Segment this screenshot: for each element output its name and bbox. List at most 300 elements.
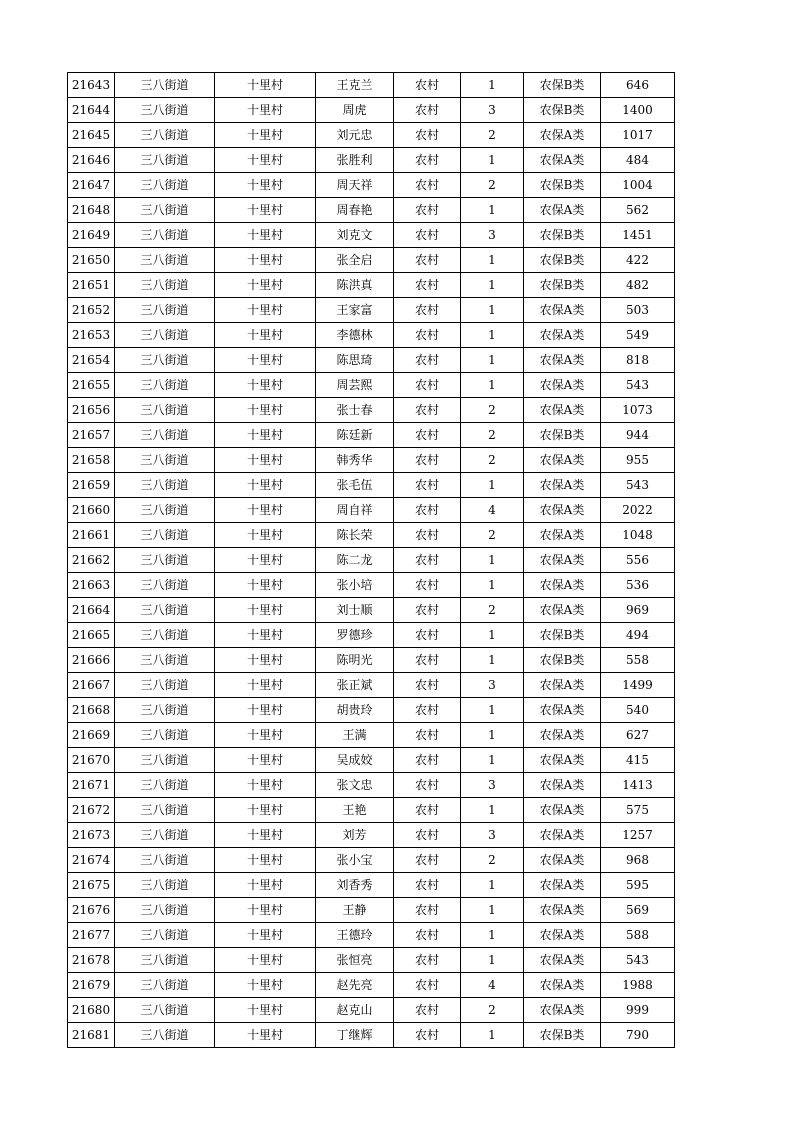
record-id-cell: 21675	[68, 873, 115, 898]
insurance-category-cell: 农保A类	[524, 723, 601, 748]
record-id-cell: 21672	[68, 798, 115, 823]
insurance-category-cell: 农保A类	[524, 373, 601, 398]
street-cell: 三八街道	[115, 848, 215, 873]
table-body	[68, 73, 675, 1048]
table-row	[68, 923, 675, 948]
insurance-category-cell: 农保A类	[524, 398, 601, 423]
insurance-category-cell: 农保A类	[524, 923, 601, 948]
village-cell: 十里村	[215, 273, 316, 298]
record-id-cell: 21657	[68, 423, 115, 448]
amount-cell: 627	[601, 723, 675, 748]
table-row	[68, 248, 675, 273]
table-row	[68, 273, 675, 298]
village-cell: 十里村	[215, 748, 316, 773]
household-type-cell: 农村	[394, 148, 461, 173]
household-type-cell: 农村	[394, 823, 461, 848]
table-row	[68, 298, 675, 323]
amount-cell: 422	[601, 248, 675, 273]
street-cell: 三八街道	[115, 198, 215, 223]
insurance-category-cell: 农保B类	[524, 223, 601, 248]
street-cell: 三八街道	[115, 398, 215, 423]
member-count-cell: 1	[461, 948, 524, 973]
table-row	[68, 773, 675, 798]
name-cell: 胡贵玲	[316, 698, 394, 723]
household-type-cell: 农村	[394, 873, 461, 898]
table-row	[68, 198, 675, 223]
member-count-cell: 1	[461, 248, 524, 273]
insurance-category-cell: 农保A类	[524, 973, 601, 998]
record-id-cell: 21655	[68, 373, 115, 398]
member-count-cell: 1	[461, 298, 524, 323]
village-cell: 十里村	[215, 248, 316, 273]
insurance-category-cell: 农保A类	[524, 498, 601, 523]
insurance-category-cell: 农保A类	[524, 348, 601, 373]
village-cell: 十里村	[215, 848, 316, 873]
insurance-category-cell: 农保A类	[524, 673, 601, 698]
street-cell: 三八街道	[115, 873, 215, 898]
name-cell: 张正斌	[316, 673, 394, 698]
name-cell: 张恒亮	[316, 948, 394, 973]
insurance-category-cell: 农保A类	[524, 998, 601, 1023]
record-id-cell: 21651	[68, 273, 115, 298]
household-type-cell: 农村	[394, 548, 461, 573]
amount-cell: 503	[601, 298, 675, 323]
village-cell: 十里村	[215, 548, 316, 573]
member-count-cell: 1	[461, 73, 524, 98]
name-cell: 张胜利	[316, 148, 394, 173]
village-cell: 十里村	[215, 723, 316, 748]
street-cell: 三八街道	[115, 773, 215, 798]
member-count-cell: 1	[461, 923, 524, 948]
data-table	[67, 72, 675, 1048]
table-row	[68, 73, 675, 98]
table-row	[68, 148, 675, 173]
village-cell: 十里村	[215, 123, 316, 148]
name-cell: 刘芳	[316, 823, 394, 848]
record-id-cell: 21662	[68, 548, 115, 573]
amount-cell: 543	[601, 473, 675, 498]
street-cell: 三八街道	[115, 898, 215, 923]
member-count-cell: 1	[461, 273, 524, 298]
insurance-category-cell: 农保A类	[524, 898, 601, 923]
table-row	[68, 673, 675, 698]
member-count-cell: 2	[461, 523, 524, 548]
amount-cell: 968	[601, 848, 675, 873]
member-count-cell: 4	[461, 973, 524, 998]
household-type-cell: 农村	[394, 673, 461, 698]
table-row	[68, 1023, 675, 1048]
street-cell: 三八街道	[115, 523, 215, 548]
village-cell: 十里村	[215, 98, 316, 123]
name-cell: 王艳	[316, 798, 394, 823]
name-cell: 韩秀华	[316, 448, 394, 473]
household-type-cell: 农村	[394, 598, 461, 623]
name-cell: 丁继辉	[316, 1023, 394, 1048]
table-row	[68, 948, 675, 973]
household-type-cell: 农村	[394, 748, 461, 773]
household-type-cell: 农村	[394, 198, 461, 223]
household-type-cell: 农村	[394, 1023, 461, 1048]
table-row	[68, 623, 675, 648]
village-cell: 十里村	[215, 223, 316, 248]
name-cell: 刘元忠	[316, 123, 394, 148]
village-cell: 十里村	[215, 998, 316, 1023]
record-id-cell: 21679	[68, 973, 115, 998]
village-cell: 十里村	[215, 673, 316, 698]
amount-cell: 484	[601, 148, 675, 173]
member-count-cell: 3	[461, 673, 524, 698]
name-cell: 王家富	[316, 298, 394, 323]
name-cell: 周春艳	[316, 198, 394, 223]
record-id-cell: 21680	[68, 998, 115, 1023]
amount-cell: 1048	[601, 523, 675, 548]
insurance-category-cell: 农保A类	[524, 323, 601, 348]
member-count-cell: 1	[461, 348, 524, 373]
member-count-cell: 1	[461, 148, 524, 173]
table-row	[68, 398, 675, 423]
record-id-cell: 21645	[68, 123, 115, 148]
insurance-category-cell: 农保B类	[524, 73, 601, 98]
table-row	[68, 898, 675, 923]
insurance-category-cell: 农保A类	[524, 873, 601, 898]
amount-cell: 1413	[601, 773, 675, 798]
street-cell: 三八街道	[115, 423, 215, 448]
table-row	[68, 598, 675, 623]
amount-cell: 955	[601, 448, 675, 473]
insurance-category-cell: 农保A类	[524, 573, 601, 598]
member-count-cell: 3	[461, 823, 524, 848]
record-id-cell: 21663	[68, 573, 115, 598]
household-type-cell: 农村	[394, 523, 461, 548]
household-type-cell: 农村	[394, 898, 461, 923]
record-id-cell: 21676	[68, 898, 115, 923]
table-row	[68, 448, 675, 473]
amount-cell: 543	[601, 373, 675, 398]
table-row	[68, 173, 675, 198]
table-row	[68, 573, 675, 598]
insurance-category-cell: 农保A类	[524, 473, 601, 498]
table-row	[68, 98, 675, 123]
household-type-cell: 农村	[394, 698, 461, 723]
table-row	[68, 873, 675, 898]
street-cell: 三八街道	[115, 248, 215, 273]
member-count-cell: 2	[461, 173, 524, 198]
amount-cell: 999	[601, 998, 675, 1023]
amount-cell: 558	[601, 648, 675, 673]
name-cell: 陈明光	[316, 648, 394, 673]
member-count-cell: 1	[461, 473, 524, 498]
record-id-cell: 21673	[68, 823, 115, 848]
member-count-cell: 3	[461, 773, 524, 798]
insurance-category-cell: 农保A类	[524, 598, 601, 623]
record-id-cell: 21658	[68, 448, 115, 473]
insurance-category-cell: 农保A类	[524, 123, 601, 148]
table-row	[68, 523, 675, 548]
member-count-cell: 4	[461, 498, 524, 523]
amount-cell: 575	[601, 798, 675, 823]
household-type-cell: 农村	[394, 648, 461, 673]
member-count-cell: 1	[461, 723, 524, 748]
street-cell: 三八街道	[115, 548, 215, 573]
name-cell: 张士春	[316, 398, 394, 423]
name-cell: 王德玲	[316, 923, 394, 948]
name-cell: 张毛伍	[316, 473, 394, 498]
village-cell: 十里村	[215, 373, 316, 398]
insurance-category-cell: 农保A类	[524, 548, 601, 573]
table-row	[68, 748, 675, 773]
name-cell: 赵先亮	[316, 973, 394, 998]
name-cell: 陈长荣	[316, 523, 394, 548]
record-id-cell: 21661	[68, 523, 115, 548]
amount-cell: 1017	[601, 123, 675, 148]
street-cell: 三八街道	[115, 123, 215, 148]
street-cell: 三八街道	[115, 273, 215, 298]
record-id-cell: 21664	[68, 598, 115, 623]
insurance-category-cell: 农保A类	[524, 848, 601, 873]
amount-cell: 2022	[601, 498, 675, 523]
record-id-cell: 21649	[68, 223, 115, 248]
name-cell: 周芸熙	[316, 373, 394, 398]
street-cell: 三八街道	[115, 998, 215, 1023]
member-count-cell: 1	[461, 898, 524, 923]
table-row	[68, 723, 675, 748]
street-cell: 三八街道	[115, 223, 215, 248]
insurance-category-cell: 农保A类	[524, 698, 601, 723]
insurance-category-cell: 农保A类	[524, 773, 601, 798]
amount-cell: 569	[601, 898, 675, 923]
household-type-cell: 农村	[394, 973, 461, 998]
village-cell: 十里村	[215, 873, 316, 898]
household-type-cell: 农村	[394, 348, 461, 373]
insurance-category-cell: 农保B类	[524, 98, 601, 123]
street-cell: 三八街道	[115, 573, 215, 598]
village-cell: 十里村	[215, 198, 316, 223]
amount-cell: 1004	[601, 173, 675, 198]
amount-cell: 482	[601, 273, 675, 298]
record-id-cell: 21674	[68, 848, 115, 873]
village-cell: 十里村	[215, 523, 316, 548]
table-row	[68, 548, 675, 573]
village-cell: 十里村	[215, 498, 316, 523]
record-id-cell: 21648	[68, 198, 115, 223]
table-row	[68, 348, 675, 373]
insurance-category-cell: 农保B类	[524, 273, 601, 298]
insurance-category-cell: 农保A类	[524, 798, 601, 823]
street-cell: 三八街道	[115, 148, 215, 173]
amount-cell: 1073	[601, 398, 675, 423]
insurance-category-cell: 农保A类	[524, 948, 601, 973]
insurance-category-cell: 农保B类	[524, 1023, 601, 1048]
street-cell: 三八街道	[115, 373, 215, 398]
household-type-cell: 农村	[394, 498, 461, 523]
street-cell: 三八街道	[115, 298, 215, 323]
village-cell: 十里村	[215, 948, 316, 973]
member-count-cell: 2	[461, 123, 524, 148]
street-cell: 三八街道	[115, 1023, 215, 1048]
household-type-cell: 农村	[394, 298, 461, 323]
amount-cell: 1257	[601, 823, 675, 848]
member-count-cell: 1	[461, 373, 524, 398]
street-cell: 三八街道	[115, 323, 215, 348]
table-row	[68, 473, 675, 498]
member-count-cell: 1	[461, 623, 524, 648]
village-cell: 十里村	[215, 648, 316, 673]
member-count-cell: 3	[461, 98, 524, 123]
street-cell: 三八街道	[115, 748, 215, 773]
record-id-cell: 21671	[68, 773, 115, 798]
insurance-category-cell: 农保B类	[524, 173, 601, 198]
household-type-cell: 农村	[394, 98, 461, 123]
name-cell: 张小培	[316, 573, 394, 598]
village-cell: 十里村	[215, 473, 316, 498]
insurance-category-cell: 农保A类	[524, 198, 601, 223]
member-count-cell: 2	[461, 398, 524, 423]
member-count-cell: 1	[461, 698, 524, 723]
name-cell: 陈二龙	[316, 548, 394, 573]
record-id-cell: 21647	[68, 173, 115, 198]
insurance-category-cell: 农保A类	[524, 523, 601, 548]
member-count-cell: 1	[461, 748, 524, 773]
amount-cell: 818	[601, 348, 675, 373]
village-cell: 十里村	[215, 173, 316, 198]
table-row	[68, 998, 675, 1023]
name-cell: 陈洪真	[316, 273, 394, 298]
name-cell: 刘士顺	[316, 598, 394, 623]
name-cell: 刘香秀	[316, 873, 394, 898]
record-id-cell: 21646	[68, 148, 115, 173]
amount-cell: 969	[601, 598, 675, 623]
amount-cell: 790	[601, 1023, 675, 1048]
street-cell: 三八街道	[115, 798, 215, 823]
household-type-cell: 农村	[394, 323, 461, 348]
amount-cell: 595	[601, 873, 675, 898]
insurance-category-cell: 农保B类	[524, 248, 601, 273]
record-id-cell: 21667	[68, 673, 115, 698]
household-type-cell: 农村	[394, 73, 461, 98]
village-cell: 十里村	[215, 798, 316, 823]
village-cell: 十里村	[215, 1023, 316, 1048]
street-cell: 三八街道	[115, 73, 215, 98]
street-cell: 三八街道	[115, 948, 215, 973]
name-cell: 张文忠	[316, 773, 394, 798]
household-type-cell: 农村	[394, 623, 461, 648]
table-row	[68, 823, 675, 848]
name-cell: 陈廷新	[316, 423, 394, 448]
member-count-cell: 1	[461, 873, 524, 898]
name-cell: 吴成姣	[316, 748, 394, 773]
member-count-cell: 1	[461, 198, 524, 223]
table-row	[68, 373, 675, 398]
member-count-cell: 2	[461, 423, 524, 448]
record-id-cell: 21652	[68, 298, 115, 323]
name-cell: 陈思琦	[316, 348, 394, 373]
record-id-cell: 21650	[68, 248, 115, 273]
village-cell: 十里村	[215, 773, 316, 798]
amount-cell: 1988	[601, 973, 675, 998]
street-cell: 三八街道	[115, 698, 215, 723]
street-cell: 三八街道	[115, 923, 215, 948]
amount-cell: 1499	[601, 673, 675, 698]
amount-cell: 1400	[601, 98, 675, 123]
street-cell: 三八街道	[115, 973, 215, 998]
table-row	[68, 323, 675, 348]
street-cell: 三八街道	[115, 648, 215, 673]
record-id-cell: 21643	[68, 73, 115, 98]
amount-cell: 646	[601, 73, 675, 98]
street-cell: 三八街道	[115, 723, 215, 748]
household-type-cell: 农村	[394, 773, 461, 798]
name-cell: 周天祥	[316, 173, 394, 198]
member-count-cell: 1	[461, 323, 524, 348]
household-type-cell: 农村	[394, 223, 461, 248]
village-cell: 十里村	[215, 823, 316, 848]
street-cell: 三八街道	[115, 98, 215, 123]
name-cell: 刘克文	[316, 223, 394, 248]
village-cell: 十里村	[215, 423, 316, 448]
street-cell: 三八街道	[115, 498, 215, 523]
record-id-cell: 21669	[68, 723, 115, 748]
record-id-cell: 21659	[68, 473, 115, 498]
name-cell: 周自祥	[316, 498, 394, 523]
record-id-cell: 21681	[68, 1023, 115, 1048]
name-cell: 李德林	[316, 323, 394, 348]
amount-cell: 543	[601, 948, 675, 973]
table-row	[68, 698, 675, 723]
amount-cell: 556	[601, 548, 675, 573]
name-cell: 赵克山	[316, 998, 394, 1023]
record-id-cell: 21660	[68, 498, 115, 523]
household-type-cell: 农村	[394, 473, 461, 498]
street-cell: 三八街道	[115, 823, 215, 848]
village-cell: 十里村	[215, 623, 316, 648]
name-cell: 张全启	[316, 248, 394, 273]
name-cell: 张小宝	[316, 848, 394, 873]
insurance-category-cell: 农保A类	[524, 748, 601, 773]
table-row	[68, 798, 675, 823]
street-cell: 三八街道	[115, 173, 215, 198]
street-cell: 三八街道	[115, 448, 215, 473]
street-cell: 三八街道	[115, 473, 215, 498]
member-count-cell: 1	[461, 798, 524, 823]
record-id-cell: 21656	[68, 398, 115, 423]
street-cell: 三八街道	[115, 598, 215, 623]
table-row	[68, 223, 675, 248]
amount-cell: 549	[601, 323, 675, 348]
table-row	[68, 648, 675, 673]
household-type-cell: 农村	[394, 923, 461, 948]
member-count-cell: 2	[461, 848, 524, 873]
member-count-cell: 1	[461, 548, 524, 573]
name-cell: 王满	[316, 723, 394, 748]
record-id-cell: 21654	[68, 348, 115, 373]
household-type-cell: 农村	[394, 273, 461, 298]
village-cell: 十里村	[215, 898, 316, 923]
member-count-cell: 2	[461, 998, 524, 1023]
village-cell: 十里村	[215, 598, 316, 623]
village-cell: 十里村	[215, 698, 316, 723]
record-id-cell: 21677	[68, 923, 115, 948]
table-row	[68, 848, 675, 873]
household-type-cell: 农村	[394, 798, 461, 823]
member-count-cell: 1	[461, 1023, 524, 1048]
amount-cell: 944	[601, 423, 675, 448]
insurance-category-cell: 农保A类	[524, 298, 601, 323]
amount-cell: 536	[601, 573, 675, 598]
amount-cell: 540	[601, 698, 675, 723]
record-id-cell: 21678	[68, 948, 115, 973]
household-type-cell: 农村	[394, 398, 461, 423]
household-type-cell: 农村	[394, 848, 461, 873]
